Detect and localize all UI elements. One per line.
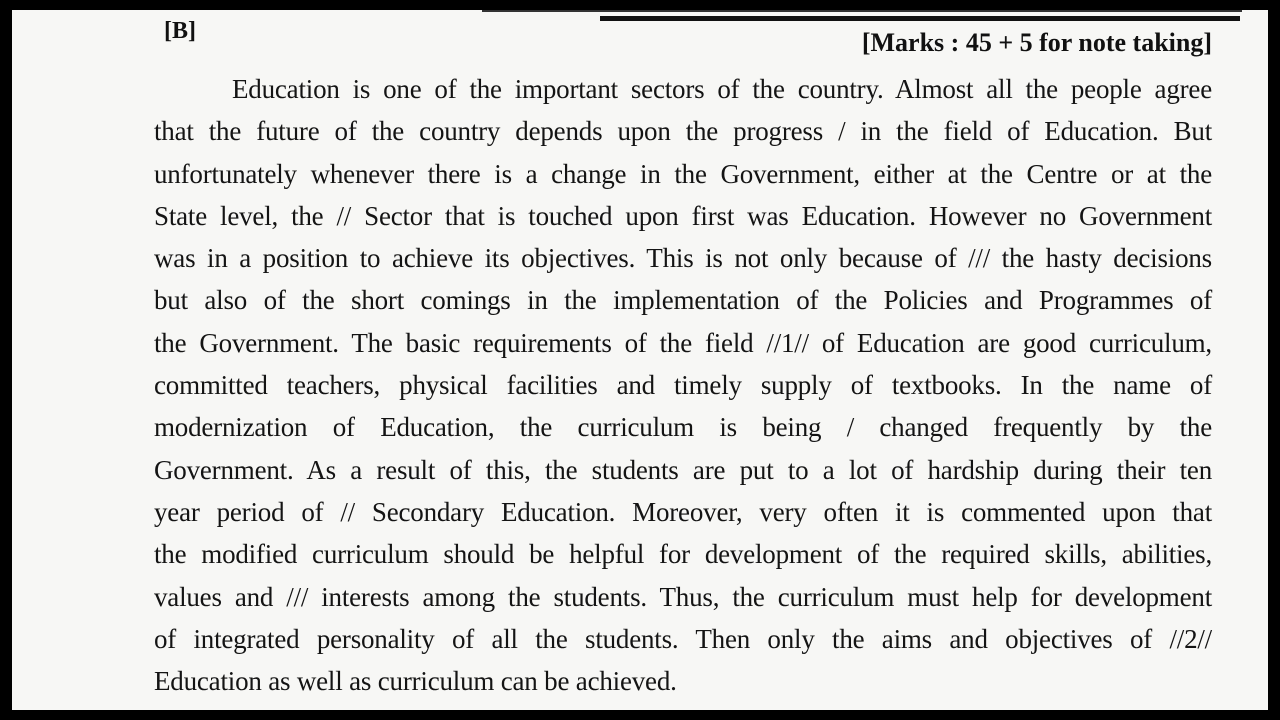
passage-line: modernization of Education, the curriculum is being / changed frequently by the xyxy=(154,412,1212,443)
passage-line: committed teachers, physical facilities and timely supply of textbooks. In the name of xyxy=(154,370,1212,401)
passage-line: values and /// interests among the students. Thus, the curriculum must help for development xyxy=(154,581,1212,612)
passage-line: year period of // Secondary Education. Moreover, very often it is commented upon that xyxy=(154,496,1212,527)
marks-label: [Marks : 45 + 5 for note taking] xyxy=(861,28,1212,57)
passage-line: the Government. The basic requirements of the field //1// of Education are good curriculum, xyxy=(154,327,1212,358)
passage-line: Government. As a result of this, the students are put to a lot of hardship during their ten xyxy=(154,454,1212,485)
top-rule-thin xyxy=(482,10,1242,12)
passage-line: State level, the // Sector that is touched upon first was Education. However no Government xyxy=(154,200,1212,231)
passage xyxy=(154,68,1212,702)
document-page xyxy=(12,10,1268,710)
passage-line: unfortunately whenever there is a change in the Government, either at the Centre or at the xyxy=(154,158,1212,189)
passage-line: Education is one of the important sectors of the country. Almost all the people agree xyxy=(232,74,1212,104)
passage-line: Education as well as curriculum can be achieved. xyxy=(154,666,677,697)
passage-line: was in a position to achieve its objectives. This is not only because of /// the hasty decisions xyxy=(154,243,1212,274)
section-label: [B] xyxy=(164,18,196,44)
passage-line: that the future of the country depends upon the progress / in the field of Education. But xyxy=(154,116,1212,147)
top-rule xyxy=(600,16,1240,21)
passage-line: of integrated personality of all the students. Then only the aims and objectives of //2// xyxy=(154,623,1212,654)
passage-line: the modified curriculum should be helpful for development of the required skills, abilities, xyxy=(154,539,1212,570)
passage-line: but also of the short comings in the implementation of the Policies and Programmes of xyxy=(154,285,1212,316)
